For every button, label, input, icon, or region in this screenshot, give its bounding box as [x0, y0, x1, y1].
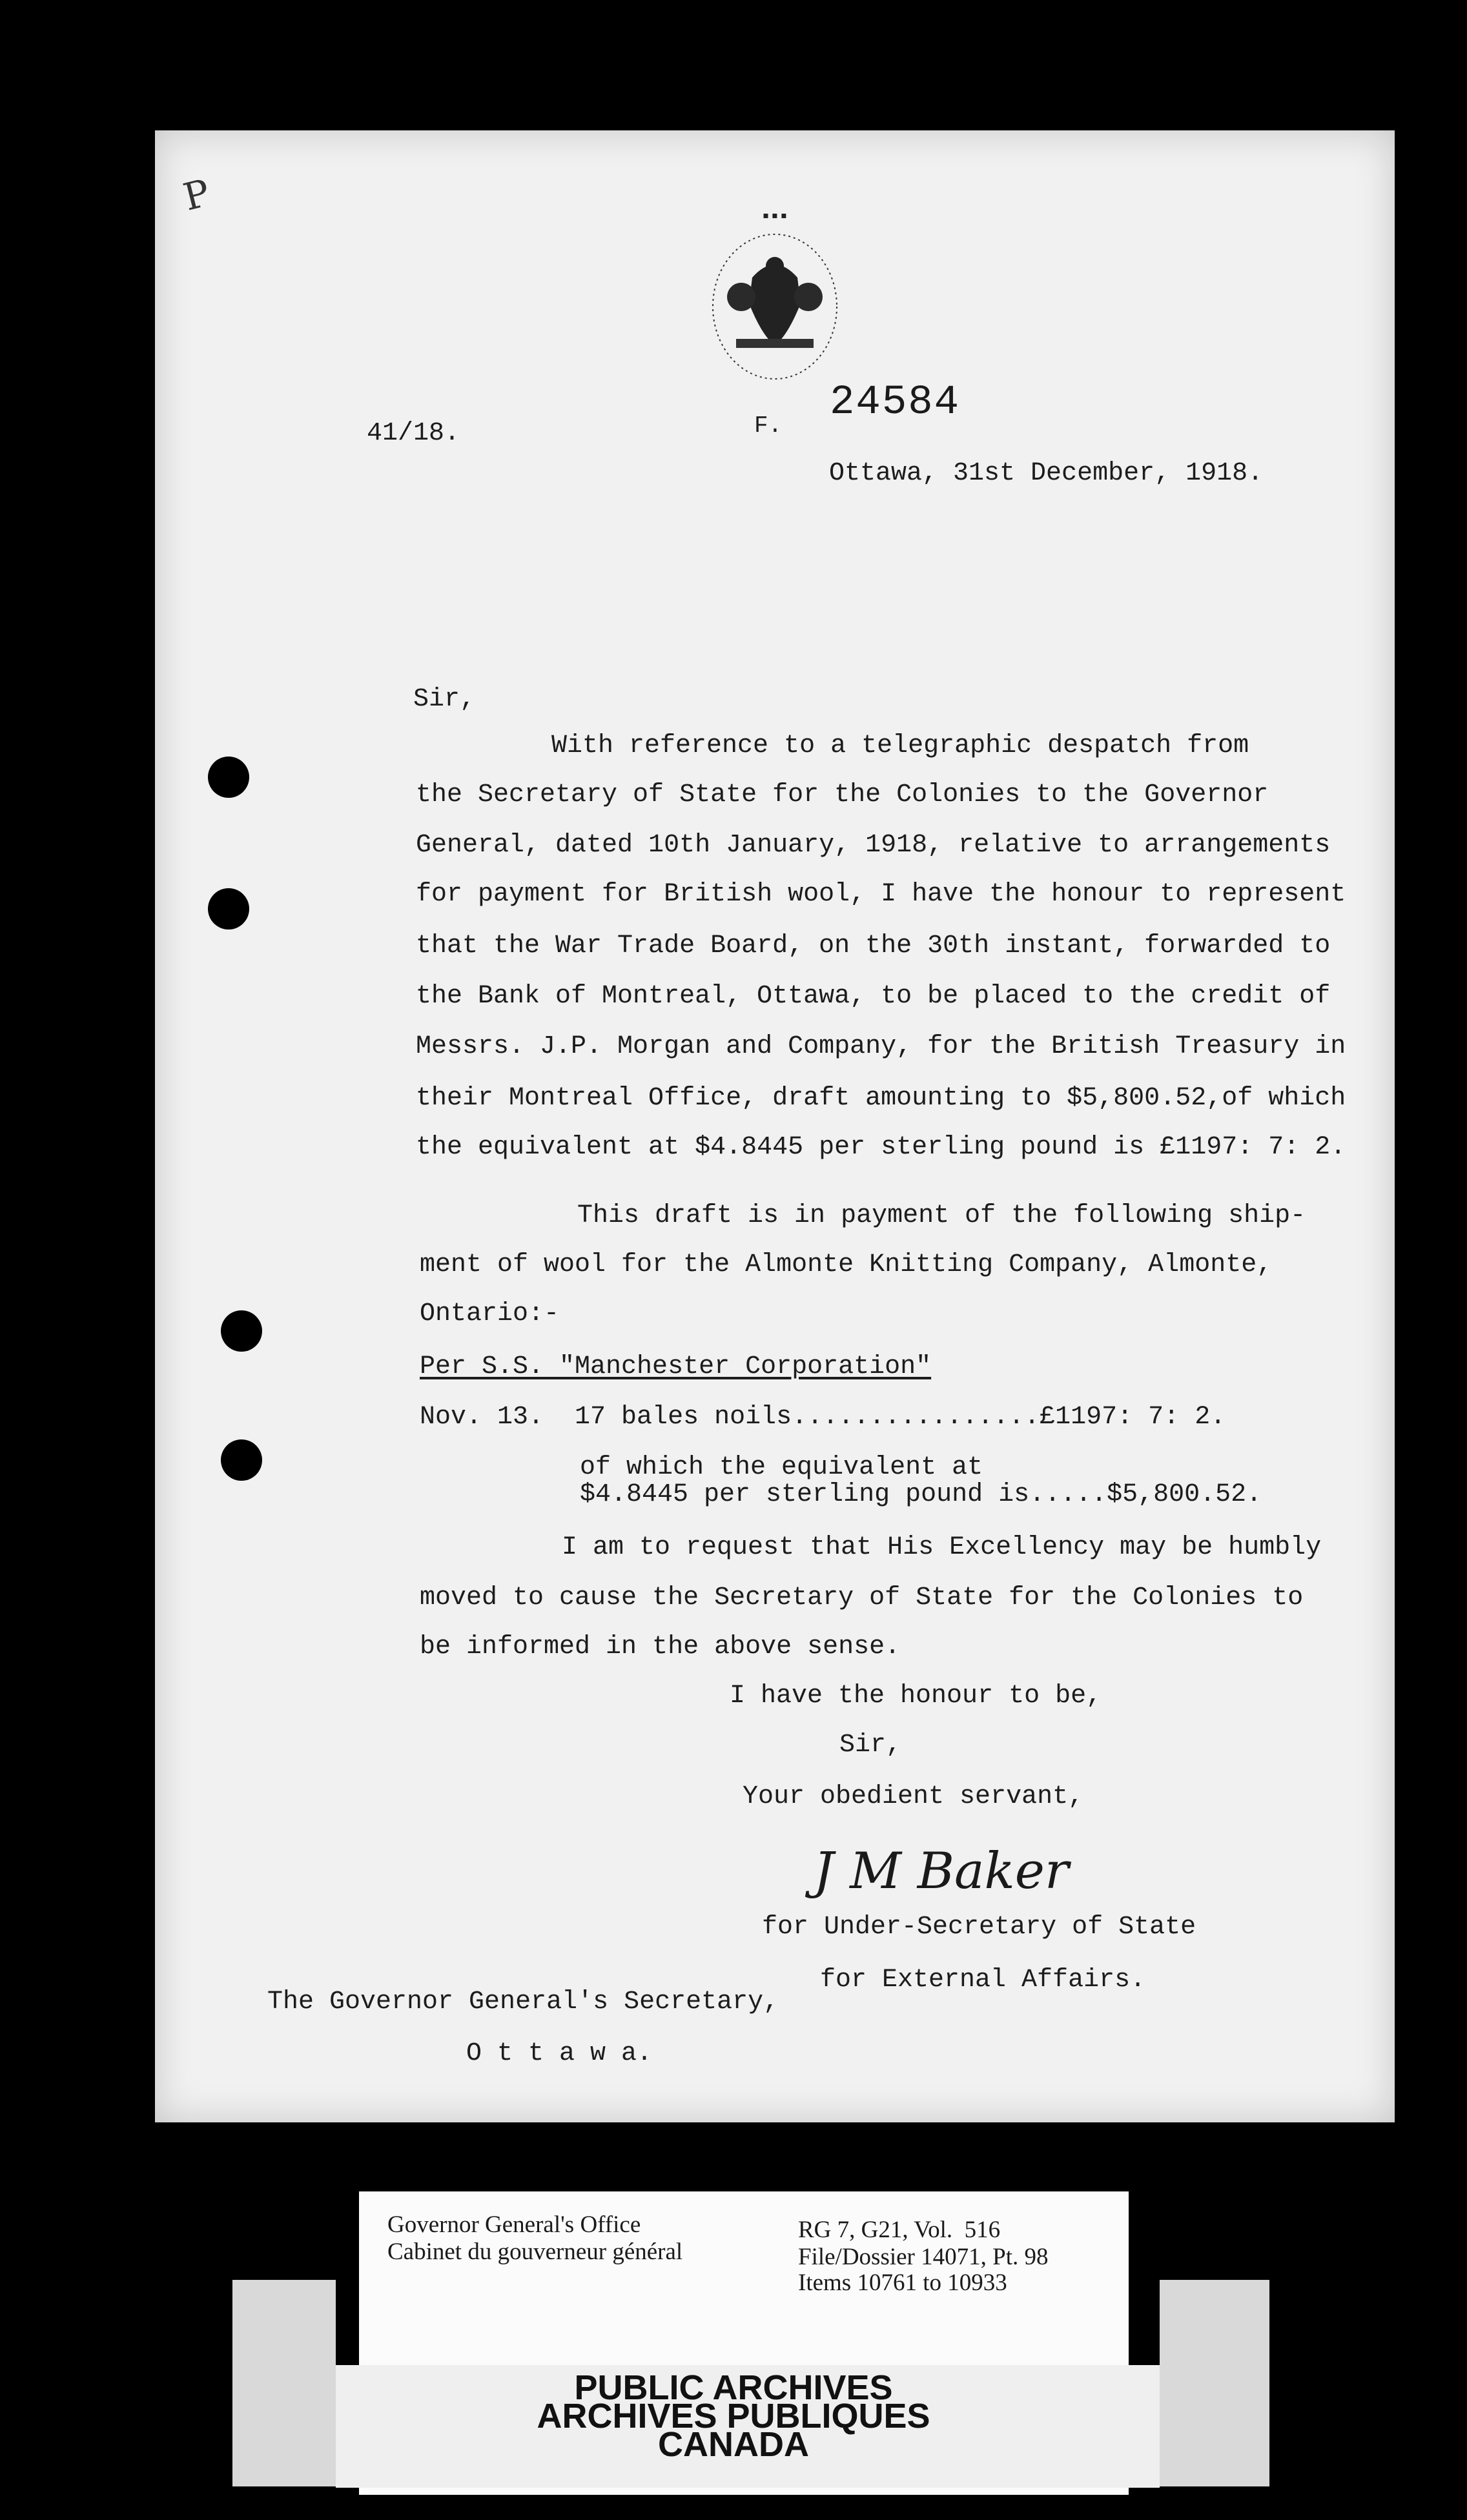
- addressee-line: O t t a w a.: [466, 2039, 653, 2068]
- addressee-line: The Governor General's Secretary,: [267, 1987, 779, 2017]
- body-line: With reference to a telegraphic despatch from: [551, 731, 1249, 760]
- request-line: moved to cause the Secretary of State for the Colonies to: [420, 1583, 1304, 1612]
- equivalent-line: of which the equivalent at: [580, 1453, 983, 1482]
- date-line: Ottawa, 31st December, 1918.: [829, 459, 1264, 488]
- stamp-prefix: F.: [754, 412, 783, 439]
- request-line: I am to request that His Excellency may be humbly: [562, 1533, 1322, 1562]
- svg-text:▪ ▪ ▪: ▪ ▪ ▪: [763, 210, 787, 221]
- punch-hole: [208, 888, 249, 930]
- salutation: Sir,: [413, 685, 476, 714]
- body-line: General, dated 10th January, 1918, relative to arrangements: [416, 831, 1331, 860]
- file-dossier: File/Dossier 14071, Pt. 98: [798, 2244, 1049, 2270]
- equivalent-line: $4.8445 per sterling pound is.....$5,800.52.: [580, 1480, 1262, 1509]
- body-line: that the War Trade Board, on the 30th instant, forwarded to: [416, 931, 1331, 960]
- punch-hole: [208, 757, 249, 798]
- signer-line: for Under-Secretary of State: [762, 1913, 1196, 1942]
- margin-mark: P: [179, 170, 214, 219]
- paragraph-line: This draft is in payment of the following ship-: [577, 1201, 1306, 1230]
- office-name-en: Governor General's Office: [387, 2211, 641, 2238]
- archives-title-en: PUBLIC ARCHIVES: [574, 2368, 893, 2407]
- office-name-fr: Cabinet du gouverneur général: [387, 2239, 683, 2265]
- serial-number: 24584: [830, 380, 961, 426]
- paragraph-line: Ontario:-: [420, 1299, 560, 1328]
- body-line: their Montreal Office, draft amounting to $5,800.52,of which: [416, 1084, 1346, 1113]
- body-line: the Bank of Montreal, Ottawa, to be placed to the credit of: [416, 982, 1331, 1011]
- archives-country: CANADA: [658, 2425, 809, 2464]
- closing-line: I have the honour to be,: [730, 1682, 1102, 1711]
- shipment-heading: Per S.S. "Manchester Corporation": [420, 1352, 932, 1381]
- shipment-line: Nov. 13. 17 bales noils................£1197: 7: 2.: [420, 1403, 1226, 1432]
- punch-hole: [221, 1439, 262, 1481]
- body-line: the equivalent at $4.8445 per sterling pound is £1197: 7: 2.: [416, 1133, 1346, 1162]
- closing-line: Your obedient servant,: [743, 1782, 1084, 1811]
- record-group: RG 7, G21, Vol. 516: [798, 2217, 1001, 2243]
- body-line: Messrs. J.P. Morgan and Company, for the British Treasury in: [416, 1032, 1346, 1061]
- signer-line: for External Affairs.: [820, 1966, 1146, 1995]
- handwritten-signature: [801, 1827, 1098, 1911]
- body-line: the Secretary of State for the Colonies to the Governor: [416, 780, 1269, 809]
- paragraph-line: ment of wool for the Almonte Knitting Company, Almonte,: [420, 1250, 1273, 1279]
- file-reference: 41/18.: [367, 419, 460, 448]
- body-line: for payment for British wool, I have the honour to represent: [416, 880, 1346, 909]
- closing-line: Sir,: [839, 1731, 902, 1760]
- request-line: be informed in the above sense.: [420, 1632, 901, 1661]
- archives-title-fr: ARCHIVES PUBLIQUES: [537, 2397, 930, 2435]
- svg-text:J M Baker: J M Baker: [814, 1842, 1069, 1900]
- punch-hole: [221, 1310, 262, 1352]
- item-range: Items 10761 to 10933: [798, 2270, 1007, 2296]
